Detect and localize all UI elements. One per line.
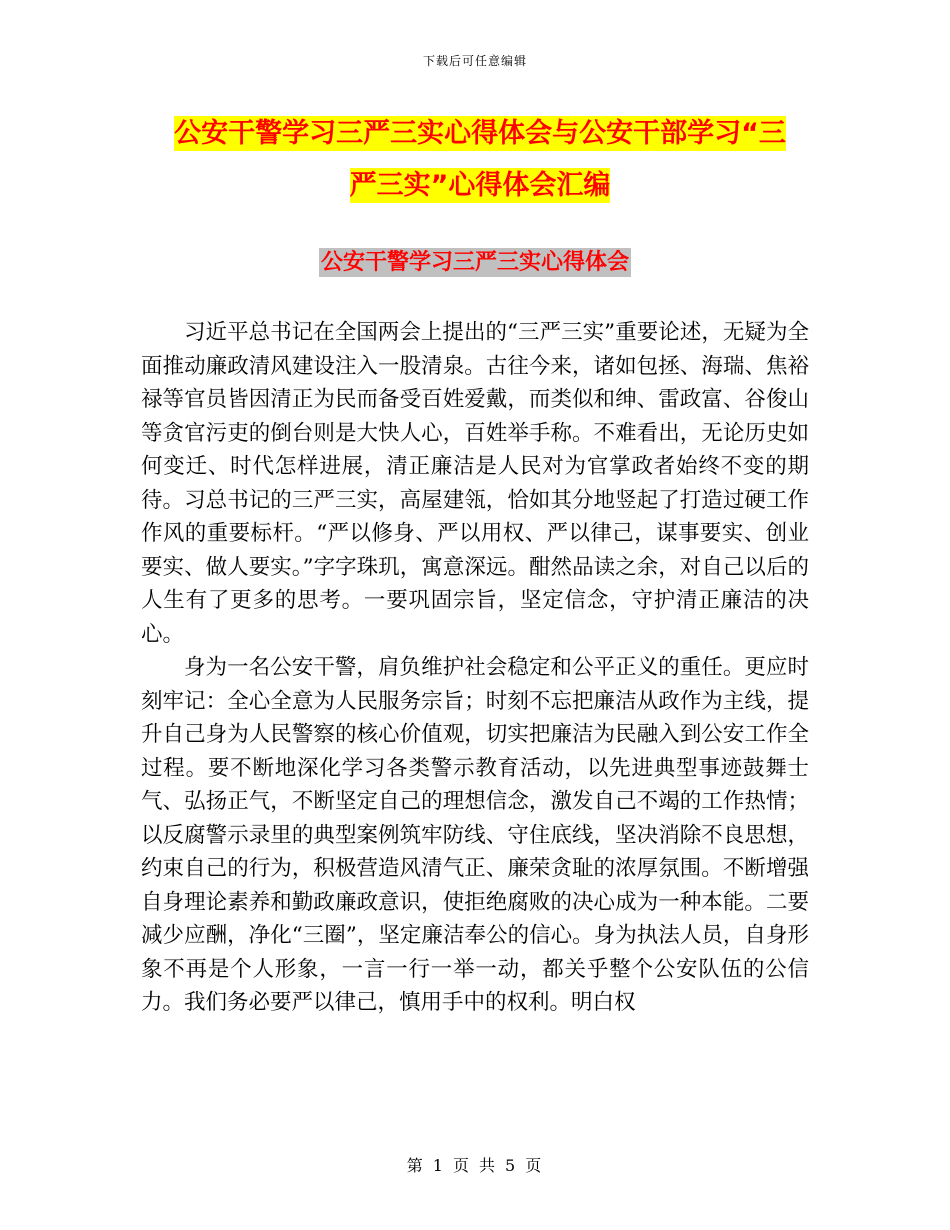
paragraph-1: 习近平总书记在全国两会上提出的“三严三实”重要论述，无疑为全面推动廉政清风建设注入一股清泉。古往今来，诸如包拯、海瑞、焦裕禄等官员皆因清正为民而备受百姓爱戴，而类似和绅、雷政富、谷俊山等贪官污吏的倒台则是大快人心，百姓举手称。不难看出，无论历史如何变迁、时代怎样进展，清正廉洁是人民对为官掌政者始终不变的期待。习总书记的三严三实，高屋建瓴，恰如其分地竖起了打造过硬工作作风的重要标杆。“严以修身、严以用权、严以律己，谋事要实、创业要实、做人要实。”字字珠玑，寓意深远。酣然品读之余，对自己以后的人生有了更多的思考。一要巩固宗旨，坚定信念，守护清正廉洁的决心。 bbox=[141, 320, 809, 647]
title-line-1: 公安干警学习三严三实心得体会与公安干部学习“三 bbox=[174, 118, 786, 149]
section-title-text: 公安干警学习三严三实心得体会 bbox=[320, 250, 629, 275]
footer-prefix: 第 bbox=[406, 1156, 425, 1175]
footer-total-word: 共 bbox=[479, 1156, 498, 1175]
footer-total-pages: 5 bbox=[505, 1156, 518, 1175]
footer-page-word: 页 bbox=[452, 1156, 471, 1175]
page-footer bbox=[0, 1153, 950, 1176]
paragraph-2: 身为一名公安干警，肩负维护社会稳定和公平正义的重任。更应时刻牢记：全心全意为人民服务宗旨；时刻不忘把廉洁从政作为主线，提升自己身为人民警察的核心价值观，切实把廉洁为民融入到公安工作全过程。要不断地深化学习各类警示教育活动，以先进典型事迹鼓舞士气、弘扬正气，不断坚定自己的理想信念，激发自己不竭的工作热情；以反腐警示录里的典型案例筑牢防线、守住底线，坚决消除不良思想，约束自己的行为，积极营造风清气正、廉荣贪耻的浓厚氛围。不断增强自身理论素养和勤政廉政意识，使拒绝腐败的决心成为一种本能。二要减少应酬，净化“三圈”，坚定廉洁奉公的信心。身为执法人员，自身形象不再是个人形象，一言一行一举一动，都关乎整个公安队伍的公信力。我们务必要严以律己，慎用手中的权利。明白权 bbox=[141, 655, 809, 1015]
footer-current-page: 1 bbox=[432, 1156, 445, 1175]
title-line-2: 严三实”心得体会汇编 bbox=[349, 170, 611, 201]
document-title bbox=[140, 108, 820, 212]
section-title bbox=[0, 248, 950, 278]
footer-suffix: 页 bbox=[525, 1156, 544, 1175]
header-note: 下载后可任意编辑 bbox=[422, 54, 527, 68]
body-text bbox=[141, 316, 809, 1020]
